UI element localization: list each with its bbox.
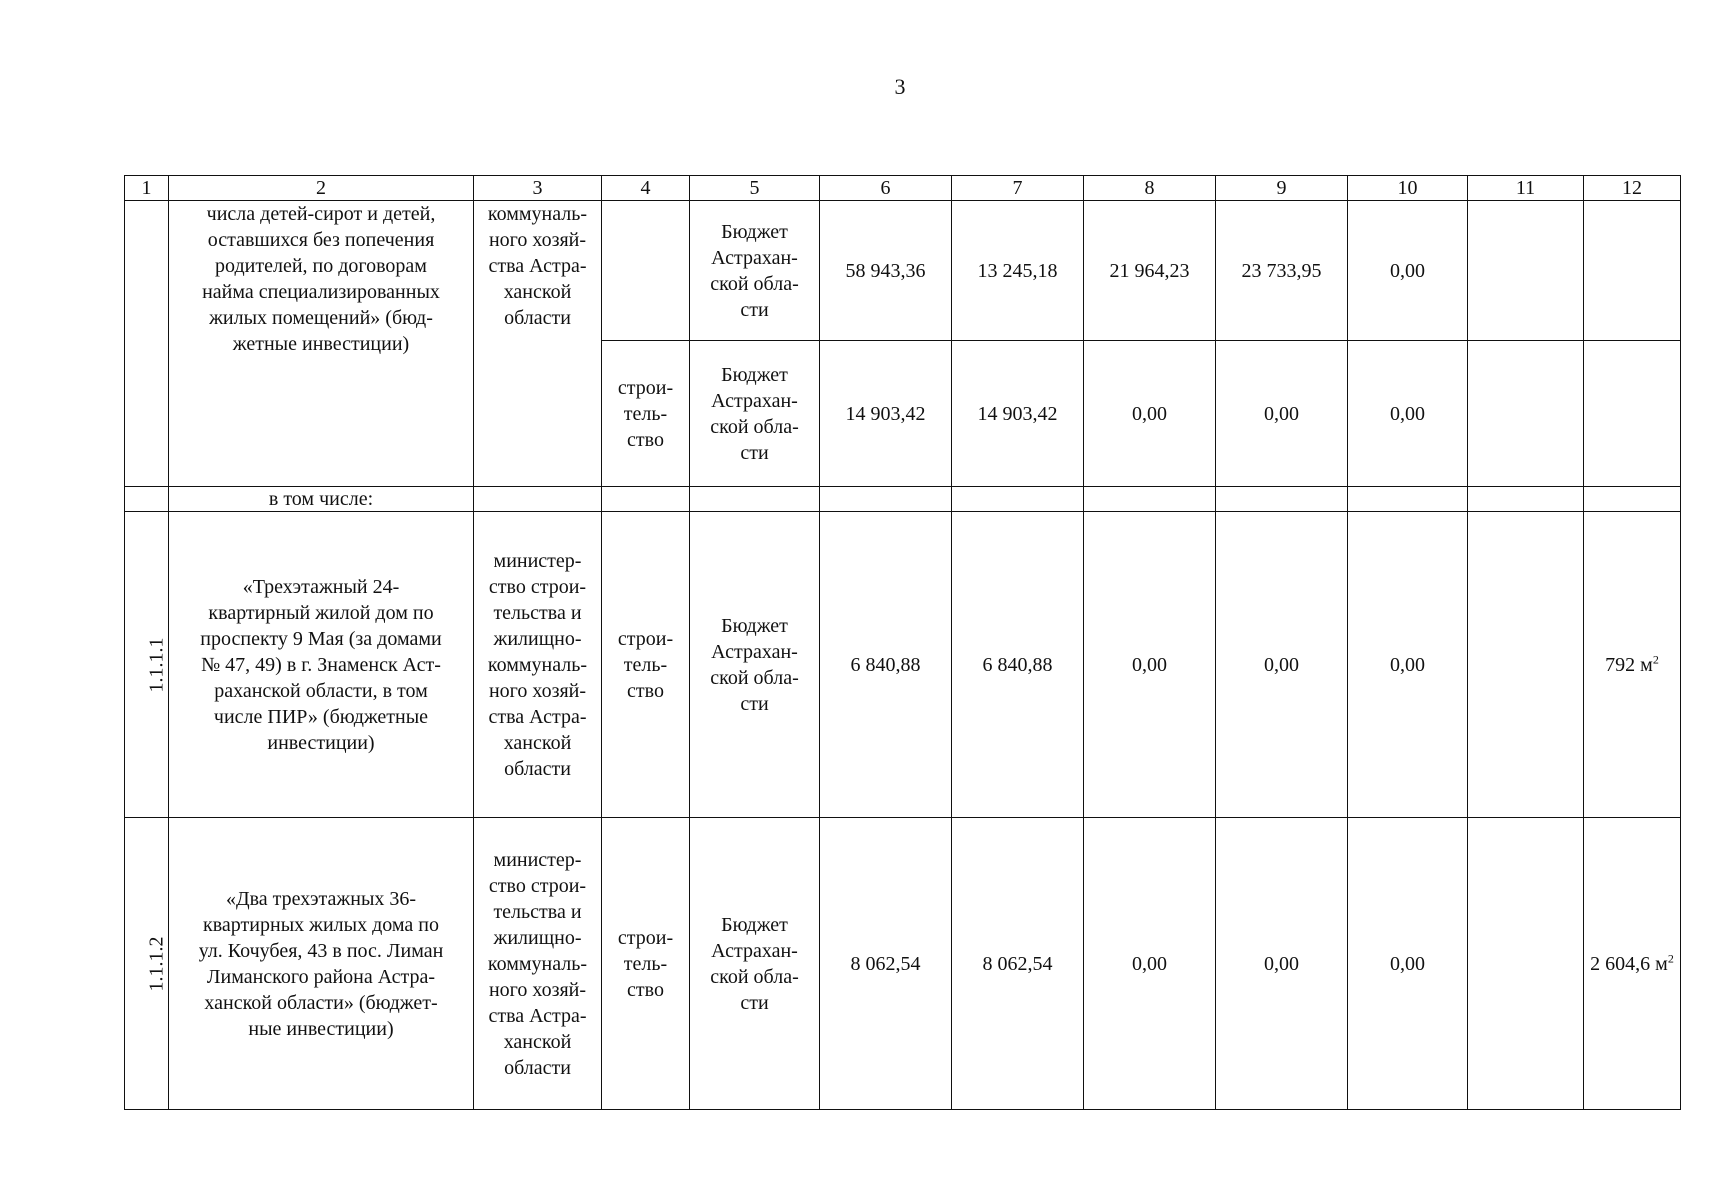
column-12-cell: [1584, 201, 1681, 341]
year-4-cell: 0,00: [1348, 341, 1468, 487]
measure-name-cell: «Два трехэтажных 36- квартирных жилых дома по ул. Кочубея, 43 в пос. Лиман Лиманского района Астра- ханской области» (бюджет- ные инвестиции): [169, 818, 474, 1110]
direction-cell: строи- тель- ство: [602, 341, 690, 487]
year-4-cell: 0,00: [1348, 512, 1468, 818]
year-3-cell: 23 733,95: [1216, 201, 1348, 341]
column-number: 12: [1584, 176, 1681, 201]
area-cell: [1584, 818, 1681, 1110]
table-row: [125, 201, 1681, 341]
empty-cell: [602, 487, 690, 512]
area-value: 2 604,6 м: [1590, 952, 1668, 975]
subheader-text: в том числе:: [169, 487, 474, 512]
year-4-cell: 0,00: [1348, 818, 1468, 1110]
total-cell: 14 903,42: [820, 341, 952, 487]
year-2-cell: 0,00: [1084, 341, 1216, 487]
funding-source-cell: Бюджет Астрахан- ской обла- сти: [690, 512, 820, 818]
empty-cell: [690, 487, 820, 512]
empty-cell: [952, 487, 1084, 512]
column-number: 9: [1216, 176, 1348, 201]
year-3-cell: 0,00: [1216, 512, 1348, 818]
empty-cell: [1584, 487, 1681, 512]
direction-cell: строи- тель- ство: [602, 818, 690, 1110]
area-cell: [1584, 512, 1681, 818]
code-cell: [125, 818, 169, 1110]
year-2-cell: 21 964,23: [1084, 201, 1216, 341]
funding-source-cell: Бюджет Астрахан- ской обла- сти: [690, 341, 820, 487]
year-2-cell: 0,00: [1084, 512, 1216, 818]
column-number: 3: [474, 176, 602, 201]
year-1-cell: 6 840,88: [952, 512, 1084, 818]
area-unit-exponent: 2: [1667, 950, 1674, 965]
direction-cell: [602, 201, 690, 341]
funding-source-cell: Бюджет Астрахан- ской обла- сти: [690, 818, 820, 1110]
code-cell: [125, 512, 169, 818]
column-number: 6: [820, 176, 952, 201]
code-cell: [125, 201, 169, 487]
table-row: [125, 818, 1681, 1110]
empty-cell: [1216, 487, 1348, 512]
column-number: 7: [952, 176, 1084, 201]
table-row: [125, 512, 1681, 818]
column-number: 11: [1468, 176, 1584, 201]
program-table: [124, 175, 1681, 1110]
empty-cell: [1348, 487, 1468, 512]
column-11-cell: [1468, 341, 1584, 487]
area-unit-exponent: 2: [1652, 651, 1659, 666]
empty-cell: [1084, 487, 1216, 512]
total-cell: 6 840,88: [820, 512, 952, 818]
empty-cell: [474, 487, 602, 512]
item-code: 1.1.1.2: [145, 936, 168, 991]
column-number: 8: [1084, 176, 1216, 201]
code-cell: [125, 487, 169, 512]
year-1-cell: 13 245,18: [952, 201, 1084, 341]
column-number: 1: [125, 176, 169, 201]
column-number: 2: [169, 176, 474, 201]
total-cell: 58 943,36: [820, 201, 952, 341]
item-code: 1.1.1.1: [145, 637, 168, 692]
funding-source-cell: Бюджет Астрахан- ской обла- сти: [690, 201, 820, 341]
executor-cell: коммуналь- ного хозяй- ства Астра- ханской области: [474, 201, 602, 487]
empty-cell: [1468, 487, 1584, 512]
direction-cell: строи- тель- ство: [602, 512, 690, 818]
year-3-cell: 0,00: [1216, 818, 1348, 1110]
total-cell: 8 062,54: [820, 818, 952, 1110]
column-11-cell: [1468, 512, 1584, 818]
measure-name-cell: числа детей-сирот и детей, оставшихся без попечения родителей, по договорам найма специализированных жилых помещений» (бюд- жетные инвестиции): [169, 201, 474, 487]
year-3-cell: 0,00: [1216, 341, 1348, 487]
year-2-cell: 0,00: [1084, 818, 1216, 1110]
column-11-cell: [1468, 818, 1584, 1110]
executor-cell: министер- ство строи- тельства и жилищно- коммуналь- ного хозяй- ства Астра- ханской области: [474, 512, 602, 818]
measure-name-cell: «Трехэтажный 24- квартирный жилой дом по проспекту 9 Мая (за домами № 47, 49) в г. Знаменск Аст- раханской области, в том числе ПИР» (бюджетные инвестиции): [169, 512, 474, 818]
column-number-row: [125, 176, 1681, 201]
column-11-cell: [1468, 201, 1584, 341]
empty-cell: [820, 487, 952, 512]
year-1-cell: 8 062,54: [952, 818, 1084, 1110]
column-12-cell: [1584, 341, 1681, 487]
subheader-row: [125, 487, 1681, 512]
year-1-cell: 14 903,42: [952, 341, 1084, 487]
page-number-text: 3: [894, 74, 906, 99]
year-4-cell: 0,00: [1348, 201, 1468, 341]
page-number: [0, 74, 1720, 100]
column-number: 5: [690, 176, 820, 201]
column-number: 10: [1348, 176, 1468, 201]
column-number: 4: [602, 176, 690, 201]
executor-cell: министер- ство строи- тельства и жилищно- коммуналь- ного хозяй- ства Астра- ханской области: [474, 818, 602, 1110]
area-value: 792 м: [1605, 653, 1653, 676]
